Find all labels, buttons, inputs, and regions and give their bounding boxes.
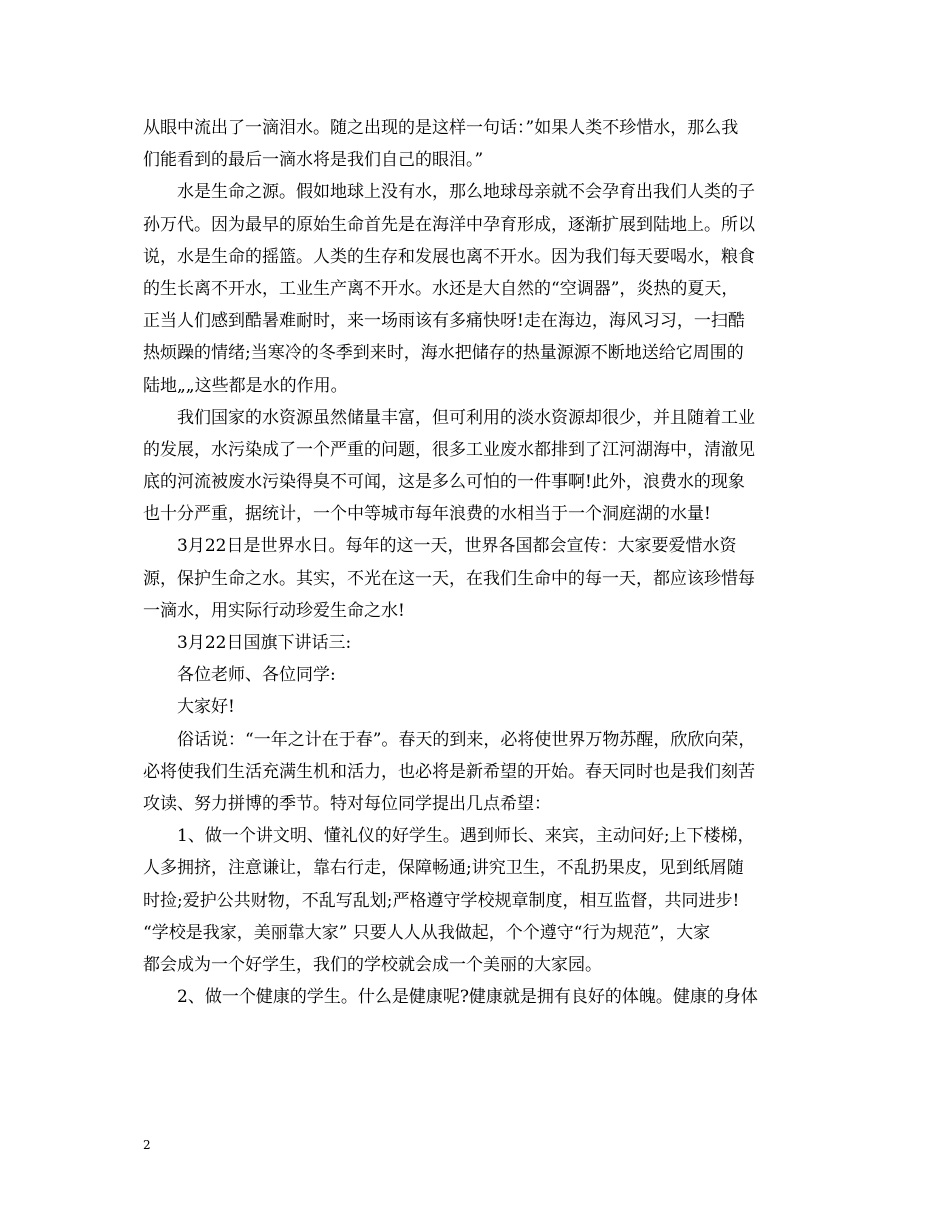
text-line: 源，保护生命之水。其实，不光在这一天，在我们生命中的每一天，都应该珍惜每 — [143, 568, 755, 589]
text-line: 底的河流被废水污染得臭不可闻，这是多么可怕的一件事啊!此外，浪费水的现象 — [143, 472, 745, 493]
text-line: 热烦躁的情绪;当寒冷的冬季到来时，海水把储存的热量源源不断地送给它周围的 — [143, 343, 744, 364]
text-line: 3月22日国旗下讲话三: — [177, 633, 352, 653]
text-line: 攻读、努力拼博的季节。特对每位同学提出几点希望： — [143, 793, 551, 814]
text-line: 大家好! — [177, 697, 235, 718]
text-line: 俗话说：“一年之计在于春”。春天的到来，必将使世界万物苏醒，欣欣向荣， — [177, 729, 756, 750]
text-line: 的发展，水污染成了一个严重的问题，很多工业废水都排到了江河湖海中，清澈见 — [143, 439, 755, 460]
text-line: 孙万代。因为最早的原始生命首先是在海洋中孕育形成，逐渐扩展到陆地上。所以 — [143, 214, 755, 235]
text-line: 的生长离不开水，工业生产离不开水。水还是大自然的“空调器”，炎热的夏天， — [143, 278, 739, 299]
text-line: 各位老师、各位同学: — [177, 665, 336, 686]
text-line: 人多拥挤，注意谦让，靠右行走，保障畅通;讲究卫生，不乱扔果皮，见到纸屑随 — [143, 858, 744, 879]
text-line: 1、做一个讲文明、懂礼仪的好学生。遇到师长、来宾，主动问好;上下楼梯， — [177, 826, 755, 847]
page-number: 2 — [143, 1138, 151, 1152]
text-line: 也十分严重，据统计，一个中等城市每年浪费的水相当于一个洞庭湖的水量! — [143, 504, 711, 525]
text-line: 正当人们感到酷暑难耐时，来一场雨该有多痛快呀!走在海边，海风习习，一扫酷 — [143, 311, 745, 332]
text-line: 从眼中流出了一滴泪水。随之出现的是这样一句话：”如果人类不珍惜水，那么我 — [143, 118, 739, 138]
text-line: “学校是我家，美丽靠大家” 只要人人从我做起，个个遵守“行为规范”，大家 — [143, 922, 711, 943]
text-line: 说，水是生命的摇篮。人类的生存和发展也离不开水。因为我们每天要喝水，粮食 — [143, 246, 755, 267]
text-line: 2、做一个健康的学生。什么是健康呢?健康就是拥有良好的体魄。健康的身体 — [177, 987, 758, 1008]
text-line: 水是生命之源。假如地球上没有水，那么地球母亲就不会孕育出我们人类的子 — [177, 182, 755, 203]
text-line: 一滴水，用实际行动珍爱生命之水! — [143, 600, 405, 621]
text-line: 时捡;爱护公共财物，不乱写乱划;严格遵守学校规章制度，相互监督，共同进步! — [143, 890, 740, 911]
text-line: 陆地„„这些都是水的作用。 — [143, 375, 348, 396]
document-body — [143, 112, 813, 1013]
text-line: 必将使我们生活充满生机和活力，也必将是新希望的开始。春天同时也是我们刻苦 — [143, 761, 755, 782]
text-line: 们能看到的最后一滴水将是我们自己的眼泪。” — [143, 150, 484, 171]
text-line: 都会成为一个好学生，我们的学校就会成一个美丽的大家园。 — [143, 954, 602, 975]
text-line: 我们国家的水资源虽然储量丰富，但可利用的淡水资源却很少，并且随着工业 — [177, 407, 755, 428]
text-line: 3月22日是世界水日。每年的这一天，世界各国都会宣传：大家要爱惜水资 — [177, 536, 737, 557]
